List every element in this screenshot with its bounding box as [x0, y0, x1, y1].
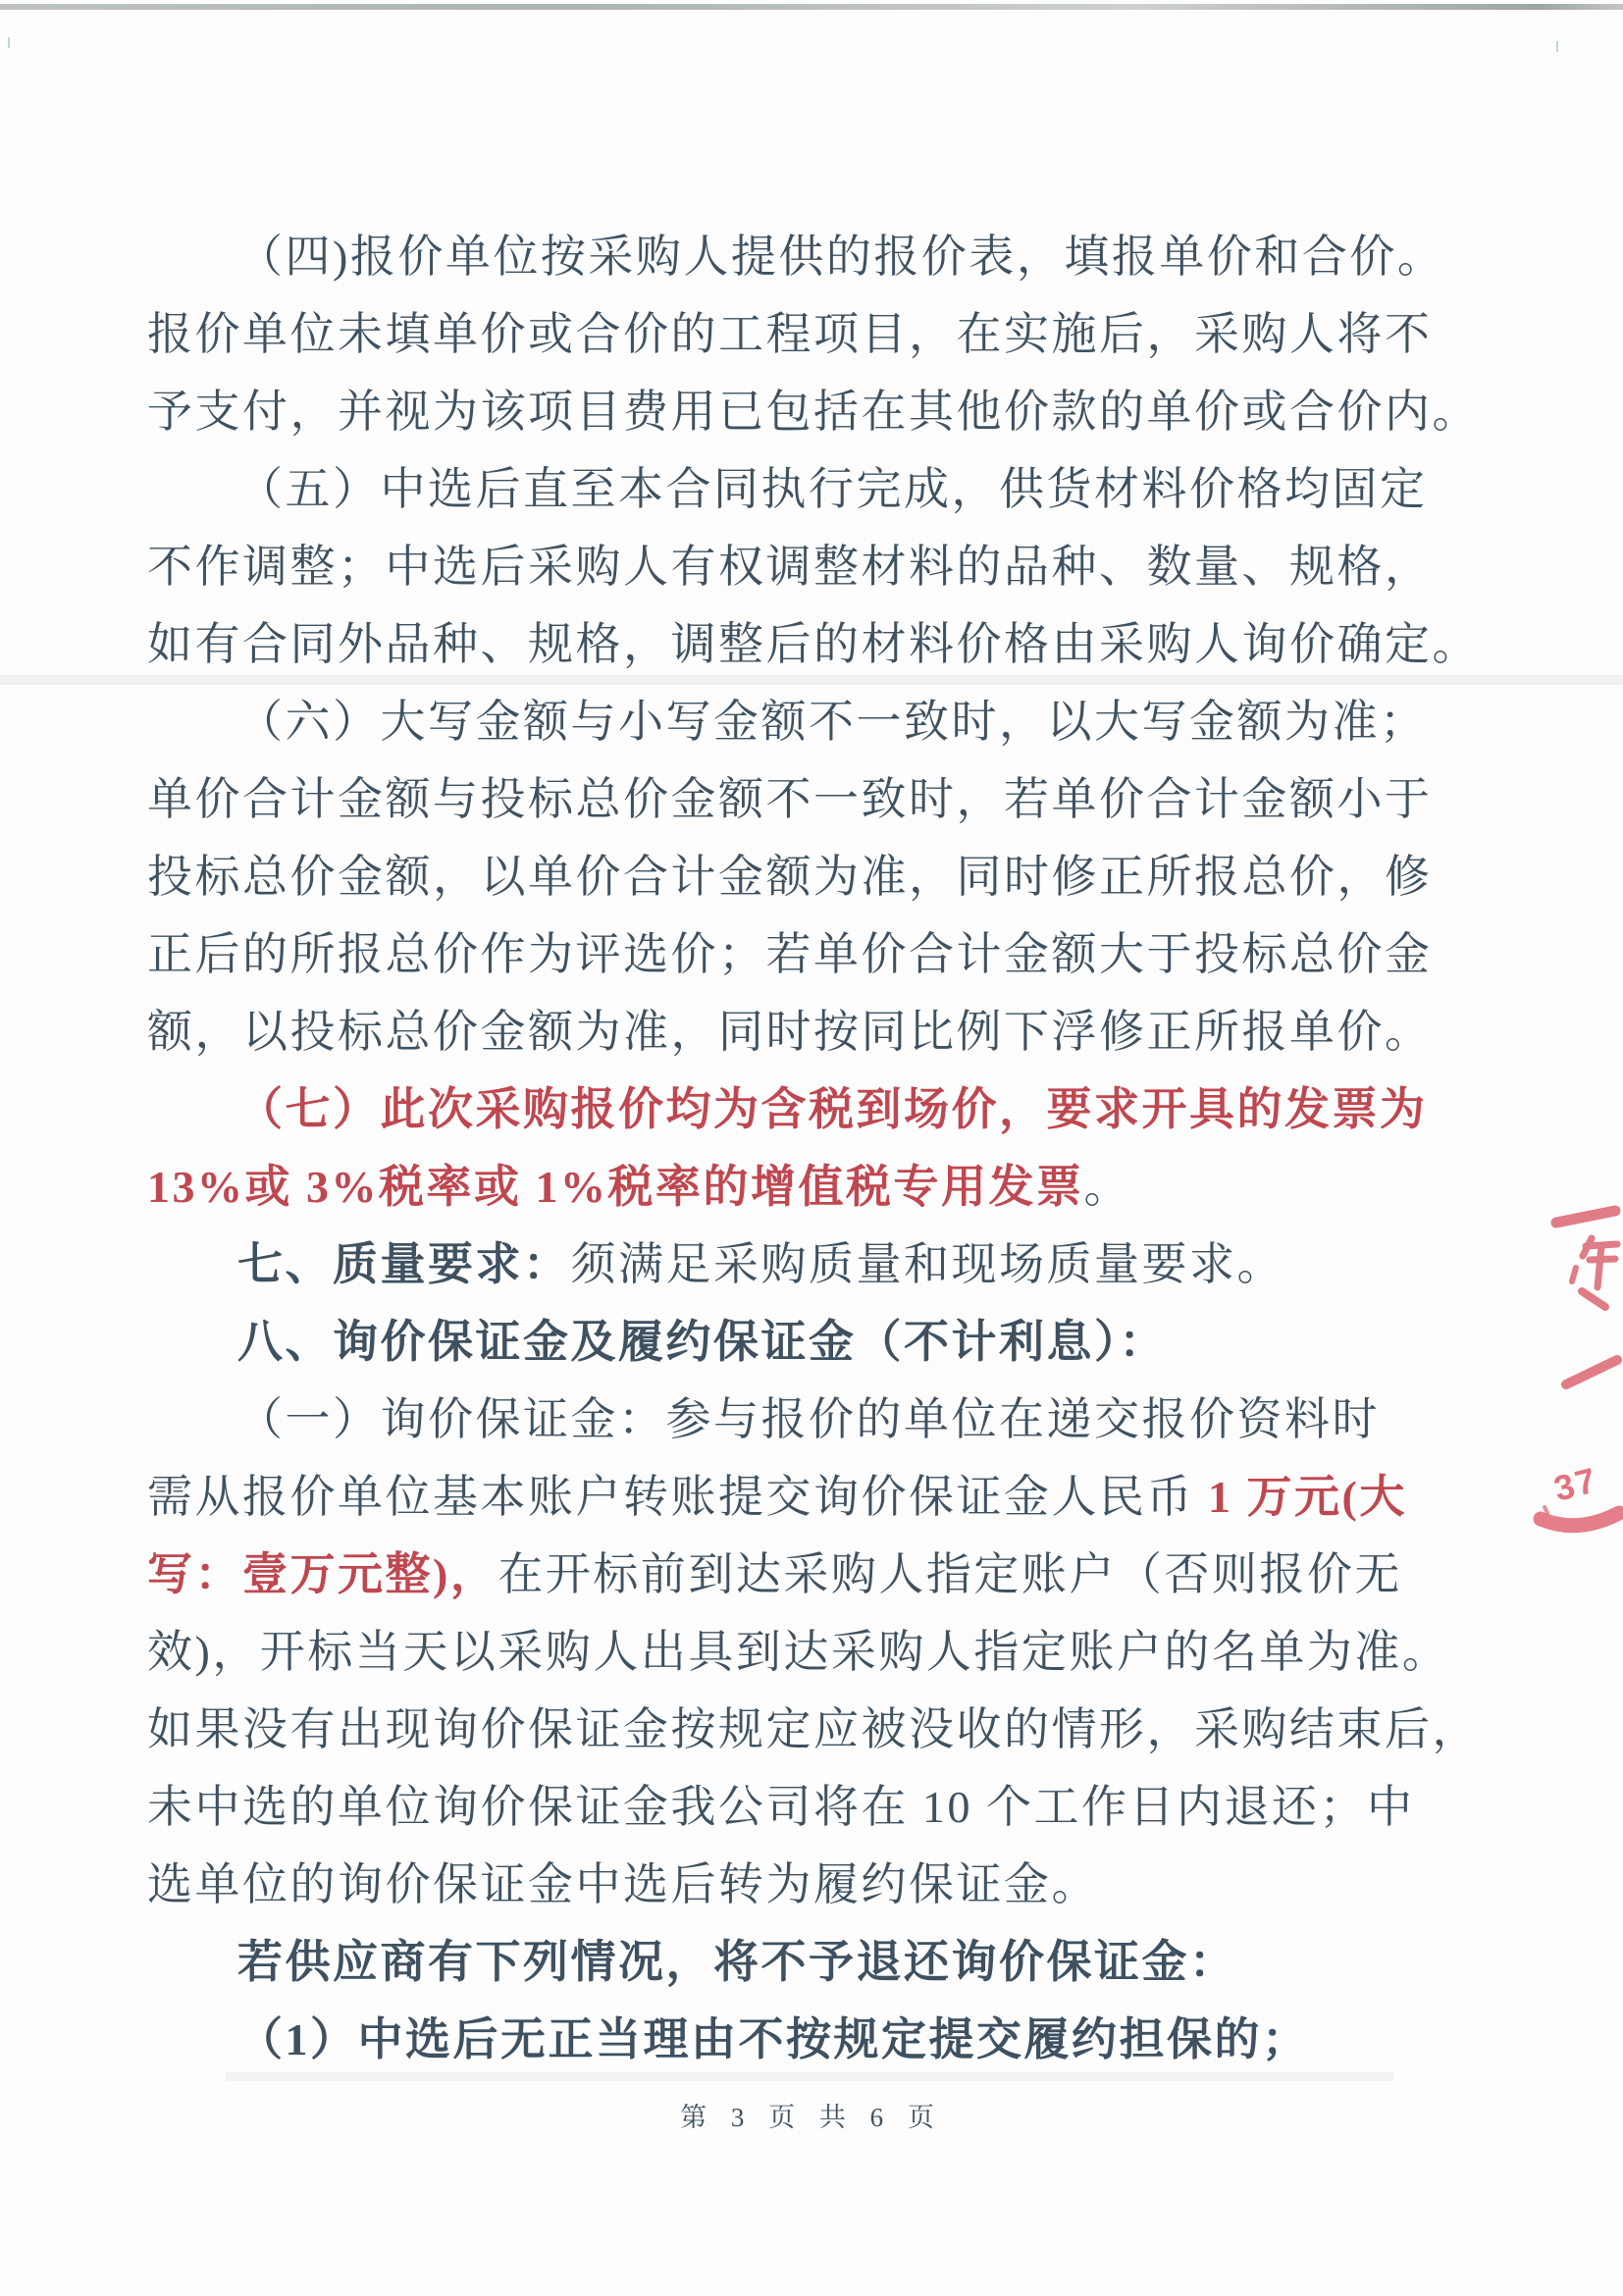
text-segment: 1 万元(大	[1208, 1472, 1407, 1522]
text-line-5	[147, 528, 1501, 605]
page-number-text: 第 3 页 共 6 页	[680, 2103, 943, 2132]
text-line-6	[147, 605, 1501, 683]
text-line-15	[147, 1303, 1501, 1381]
text-segment: 未中选的单位询价保证金我公司将在 10 个工作日内退还；中	[147, 1782, 1415, 1832]
text-line-11	[147, 993, 1501, 1070]
scan-artifact-top-edge	[0, 4, 1623, 10]
text-segment: 报价单位未填单价或合价的工程项目，在实施后，采购人将不	[147, 309, 1433, 359]
text-line-20	[147, 1691, 1501, 1768]
scan-artifact-tick	[8, 37, 10, 48]
text-line-21	[147, 1768, 1501, 1846]
text-line-14	[147, 1226, 1501, 1303]
text-segment: 不作调整；中选后采购人有权调整材料的品种、数量、规格，	[147, 542, 1433, 592]
text-segment: 单价合计金额与投标总价金额不一致时，若单价合计金额小于	[147, 774, 1433, 824]
text-line-4	[147, 450, 1501, 528]
text-line-19	[147, 1613, 1501, 1691]
text-segment: 如有合同外品种、规格，调整后的材料价格由采购人询价确定。	[147, 619, 1480, 669]
text-line-18	[147, 1536, 1501, 1613]
text-segment: 七、质量要求：	[237, 1239, 571, 1289]
text-segment: 八、询价保证金及履约保证金（不计利息）：	[237, 1317, 1167, 1367]
text-line-16	[147, 1381, 1501, 1458]
text-segment: 若供应商有下列情况，将不予退还询价保证金：	[237, 1937, 1237, 1987]
text-line-13	[147, 1148, 1501, 1226]
document-text-body	[147, 218, 1501, 2078]
text-segment: （一）询价保证金：参与报价的单位在递交报价资料时	[237, 1394, 1380, 1444]
text-line-2	[147, 295, 1501, 373]
text-line-24	[147, 2001, 1501, 2078]
text-line-12	[147, 1070, 1501, 1148]
text-segment: 如果没有出现询价保证金按规定应被没收的情形，采购结束后，	[147, 1704, 1480, 1754]
red-stamp-fragment-slash	[1560, 1352, 1623, 1391]
scan-artifact-tick	[1556, 41, 1558, 52]
text-segment: （六）大写金额与小写金额不一致时，以大写金额为准；	[237, 697, 1428, 747]
text-line-3	[147, 373, 1501, 450]
text-segment: 需从报价单位基本账户转账提交询价保证金人民币	[147, 1472, 1208, 1522]
text-segment: 须满足采购质量和现场质量要求。	[570, 1239, 1284, 1289]
text-line-8	[147, 760, 1501, 838]
text-segment: 写：壹万元整)，	[147, 1549, 498, 1599]
text-segment: （七）此次采购报价均为含税到场价，要求开具的发票为	[237, 1084, 1428, 1134]
text-line-9	[147, 838, 1501, 915]
text-segment: 投标总价金额，以单价合计金额为准，同时修正所报总价，修	[147, 852, 1433, 902]
text-segment: 在开标前到达采购人指定账户（否则报价无	[497, 1549, 1402, 1599]
text-segment: 正后的所报总价作为评选价；若单价合计金额大于投标总价金	[147, 929, 1433, 979]
red-stamp-fragment-upper	[1543, 1205, 1623, 1323]
text-segment: 选单位的询价保证金中选后转为履约保证金。	[147, 1859, 1099, 1909]
text-line-10	[147, 915, 1501, 993]
text-segment: （1）中选后无正当理由不按规定提交履约担保的；	[237, 2014, 1310, 2064]
text-segment: （五）中选后直至本合同执行完成，供货材料价格均固定	[237, 464, 1428, 514]
text-line-22	[147, 1846, 1501, 1923]
text-line-7	[147, 683, 1501, 760]
text-line-17	[147, 1458, 1501, 1536]
text-segment: 予支付，并视为该项目费用已包括在其他价款的单价或合价内。	[147, 387, 1480, 437]
text-line-1	[147, 218, 1501, 295]
text-segment: 效)，开标当天以采购人出具到达采购人指定账户的名单为准。	[147, 1627, 1450, 1677]
text-line-23	[147, 1923, 1501, 2001]
text-segment: 。	[1083, 1162, 1131, 1212]
text-segment: 额，以投标总价金额为准，同时按同比例下浮修正所报单价。	[147, 1007, 1433, 1057]
text-segment: 13%或 3%税率或 1%税率的增值税专用发票	[147, 1162, 1084, 1212]
text-segment: （四)报价单位按采购人提供的报价表，填报单价和合价。	[237, 232, 1445, 282]
red-stamp-underline	[1531, 1480, 1623, 1539]
page-footer	[0, 2096, 1623, 2134]
red-stamp-number: 37	[1549, 1459, 1602, 1509]
